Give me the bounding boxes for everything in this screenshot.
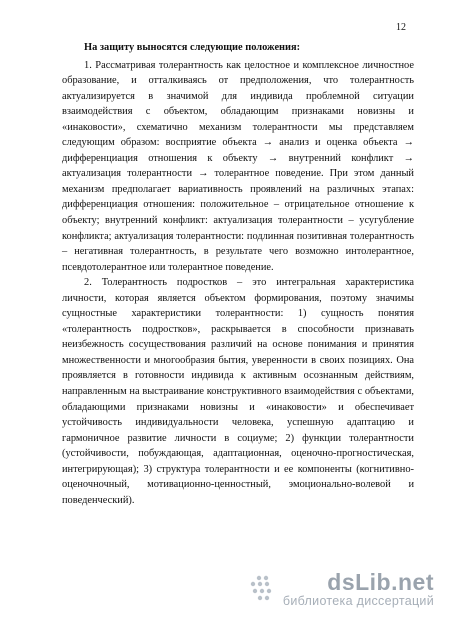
page-number: 12 xyxy=(396,22,406,33)
section-heading: На защиту выносятся следующие положения: xyxy=(84,42,301,53)
watermark-logo: dsLib.net xyxy=(327,569,434,595)
watermark xyxy=(245,570,434,608)
document-body xyxy=(62,40,414,508)
paragraph-2: 2. Толерантность подростков – это интегральная характеристика личности, которая является объектом формирования, поэтому значимы сущностные характеристики толерантности: 1) сущность понятия «толерантность подростков», раскрывается в способности признавать неизбежность сосуществования различий на основе понимания и принятия множественности и многообразия бытия, уверенности в своих позициях. Она проявляется в готовности индивида к активным осознанным действиям, направленным на выстраивание конструктивного взаимодействия с объектами, обладающими признаками новизны и «инаковости» и обеспечивает устойчивость индивидуальности человека, успешную адаптацию и гармоничное развитие личности в социуме; 2) функции толерантности (устойчивости, побуждающая, адаптационная, оценочно-прогностическая, интегрирующая); 3) структура толерантности и ее компоненты (когнитивно-оценочночный, мотивационно-ценностный, эмоционально-волевой и поведенческий). xyxy=(62,277,414,506)
dots-logo-icon xyxy=(245,572,279,606)
watermark-tagline: библиотека диссертаций xyxy=(282,594,434,608)
paragraph-1: 1. Рассматривая толерантность как целостное и комплексное личностное образование, и отталкиваясь от предположения, что толерантность актуализируется в значимой для индивида проблемной ситуации взаимодействия с объектом, обладающим признаками новизны и «инаковости», схематично механизм толерантности мы представляем следующим образом: восприятие объекта → анализ и оценка объекта → дифференциация отношения к объекту → внутренний конфликт → актуализация толерантности → толерантное поведение. При этом данный механизм предполагает вариативность проявлений на различных этапах: дифференциация отношения: положительное – отрицательное отношение к объекту; внутренний конфликт: актуализация толерантности – усугубление конфликта; актуализация толерантности: подлинная позитивная толерантность – негативная толерантность, в результате чего возможно интолерантное, псевдотолерантное или толерантное поведение. xyxy=(62,59,414,273)
